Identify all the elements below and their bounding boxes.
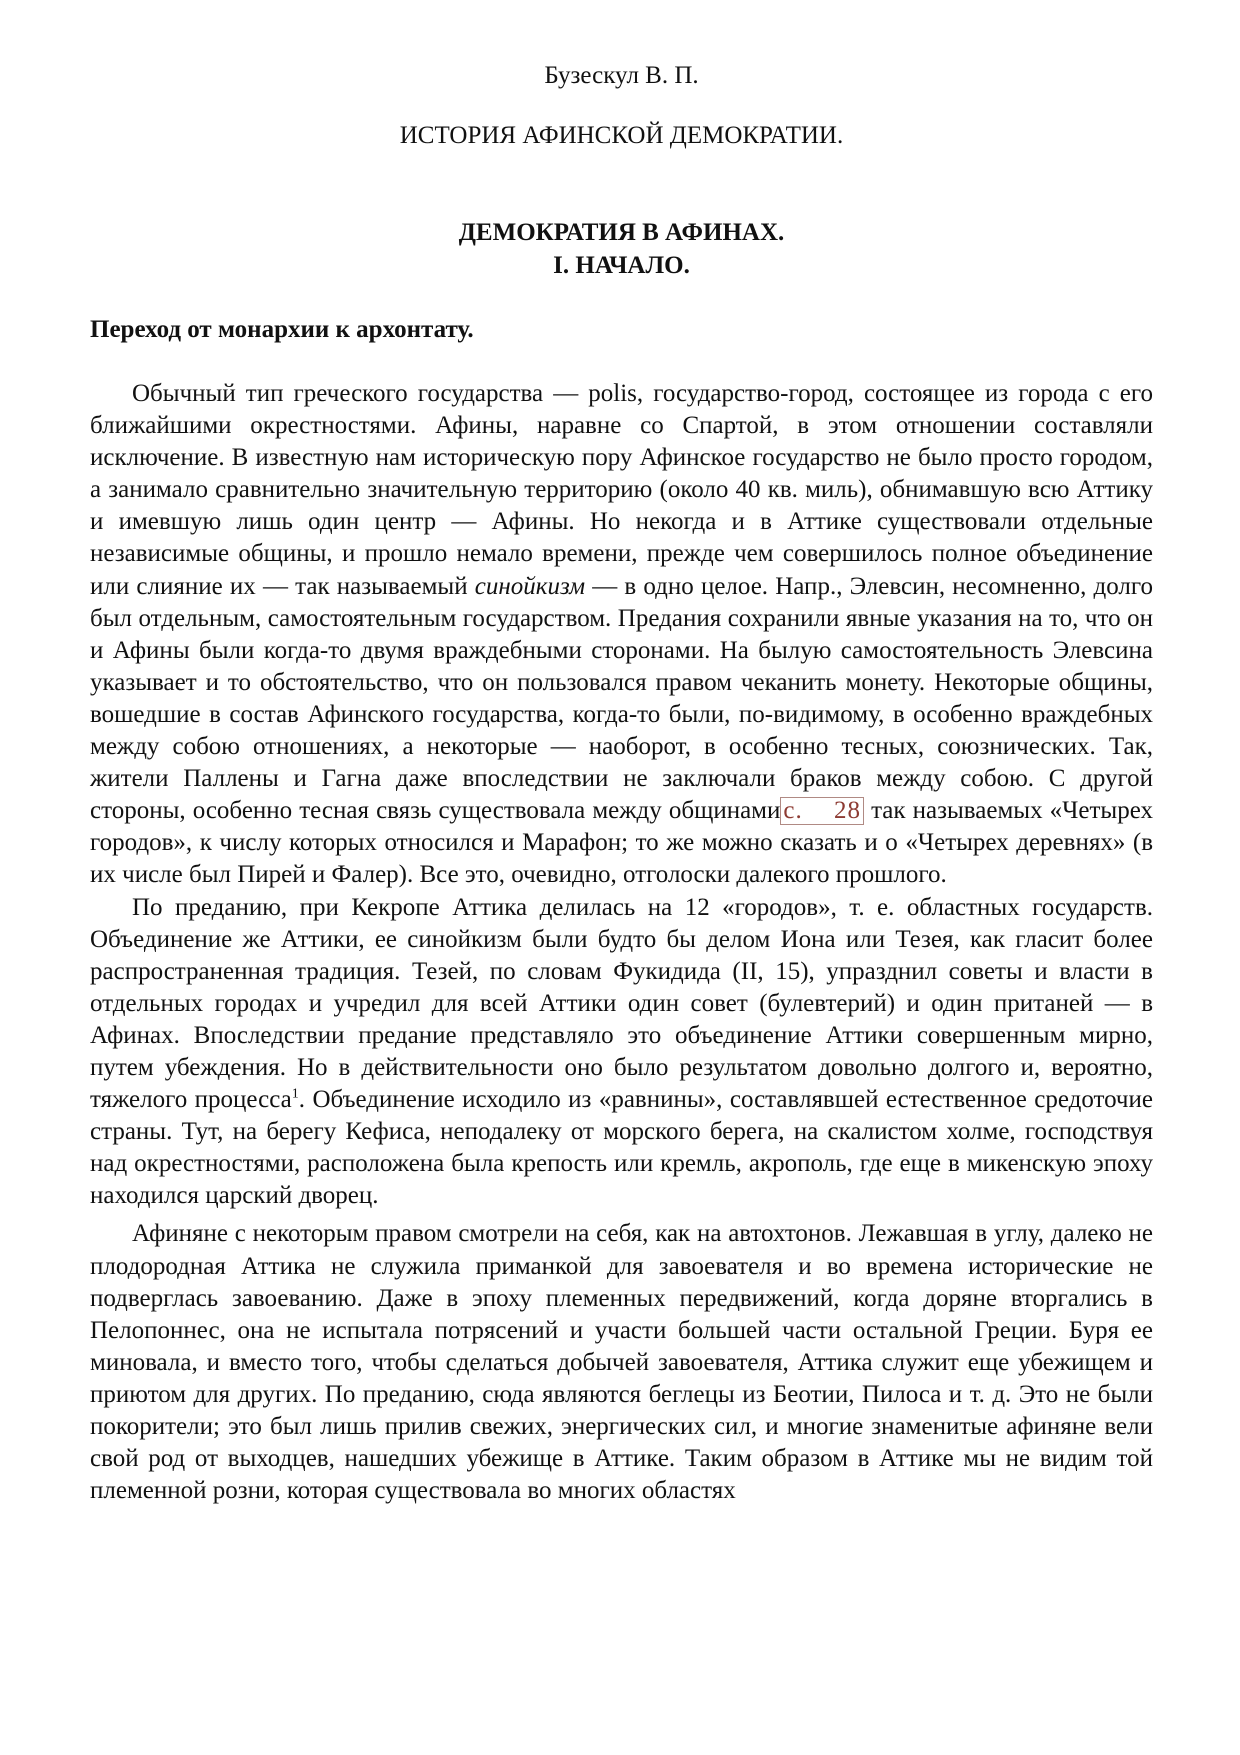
page-reference-link[interactable]: с. 28 xyxy=(780,797,864,825)
emphasis-term: синойкизм xyxy=(474,572,586,600)
paragraph-1 xyxy=(90,378,1153,892)
paragraph-1-text-c: так называемых «Четырех городов», к числу которых относился и Марафон; то же можно сказать и о «Четырех деревнях» (в их числе был Пирей и Фалер). Все это, очевидно, отголоски далекого прошлого. xyxy=(90,797,1153,889)
chapter-subtitle: I. НАЧАЛО. xyxy=(553,252,690,279)
paragraph-3: Афиняне с некоторым правом смотрели на себя, как на автохтонов. Лежавшая в углу, далеко не плодородная Аттика не служила приманкой для завоевателя и во времена исторические не подверглась завоеванию. Даже в эпоху племенных передвижений, когда доряне вторгались в Пелопоннес, она не испытала потрясений и участи большей части остальной Греции. Буря ее миновала, и вместо того, чтобы сделаться добычей завоевателя, Аттика служит еще убежищем и приютом для других. По преданию, сюда являются беглецы из Беотии, Пилоса и т. д. Это не были покорители; это был лишь прилив свежих, энергических сил, и многие знаменитые афиняне вели свой род от выходцев, нашедших убежище в Аттике. Таким образом в Аттике мы не видим той племенной розни, которая существовала во многих областях xyxy=(90,1220,1153,1505)
paragraph-1-text-b: — в одно целое. Напр., Элевсин, несомненно, долго был отдельным, самостоятельным государством. Предания сохранили явные указания на то, что он и Афины были когда-то двумя враждебными сторонами. На былую самостоятельность Элевсина указывает и то обстоятельство, что он пользовался правом чеканить монету. Некоторые общины, вошедшие в состав Афинского государства, когда-то были, по-видимому, в особенно враждебных между собою отношениях, а некоторые — наоборот, в особенно тесных, союзнических. Так, жители Паллены и Гагна даже впоследствии не заключали браков между собою. С другой стороны, особенно тесная связь существовала между общинами xyxy=(90,572,1154,825)
author-name: Бузескул В. П. xyxy=(544,62,699,89)
section-heading: Переход от монархии к архонтату. xyxy=(90,316,474,343)
book-title: ИСТОРИЯ АФИНСКОЙ ДЕМОКРАТИИ. xyxy=(399,122,844,149)
paragraph-2-text-a: По преданию, при Кекропе Аттика делилась на 12 «городов», т. е. областных государств. Объединение же Аттики, ее синойкизм были будто бы делом Иона или Тезея, как гласит более распространенная традиция. Тезей, по словам Фукидида (II, 15), упразднил советы и власти в отдельных городах и учредил для всей Аттики один совет (булевтерий) и один пританей — в Афинах. Впоследствии предание представляло это объединение Аттики совершенным мирно, путем убеждения. Но в действительности оно было результатом довольно долгого и, вероятно, тяжелого процесса xyxy=(90,893,1153,1114)
chapter-title: ДЕМОКРАТИЯ В АФИНАХ. xyxy=(458,219,785,246)
footnote-marker[interactable]: 1 xyxy=(291,1086,299,1102)
paragraph-1-text-a: Обычный тип греческого государства — polis, государство-город, состоящее из города с его ближайшими окрестностями. Афины, наравне со Спартой, в этом отношении составляли исключение. В известную нам историческую пору Афинское государство не было просто городом, а занимало сравнительно значительную территорию (около 40 кв. миль), обнимавшую всю Аттику и имевшую лишь один центр — Афины. Но некогда и в Аттике существовали отдельные независимые общины, и прошло немало времени, прежде чем совершилось полное объединение или слияние их — так называемый xyxy=(90,380,1153,600)
paragraph-2-text-b: . Объединение исходило из «равнины», составлявшей естественное средоточие страны. Тут, на берегу Кефиса, неподалеку от морского берега, на скалистом холме, господствуя над окрестностями, расположена была крепость или кремль, акрополь, где еще в микенскую эпоху находился царский дворец. xyxy=(90,1086,1153,1210)
paragraph-2 xyxy=(90,892,1153,1213)
chapter-heading xyxy=(90,216,1153,282)
body-text xyxy=(90,378,1153,1507)
